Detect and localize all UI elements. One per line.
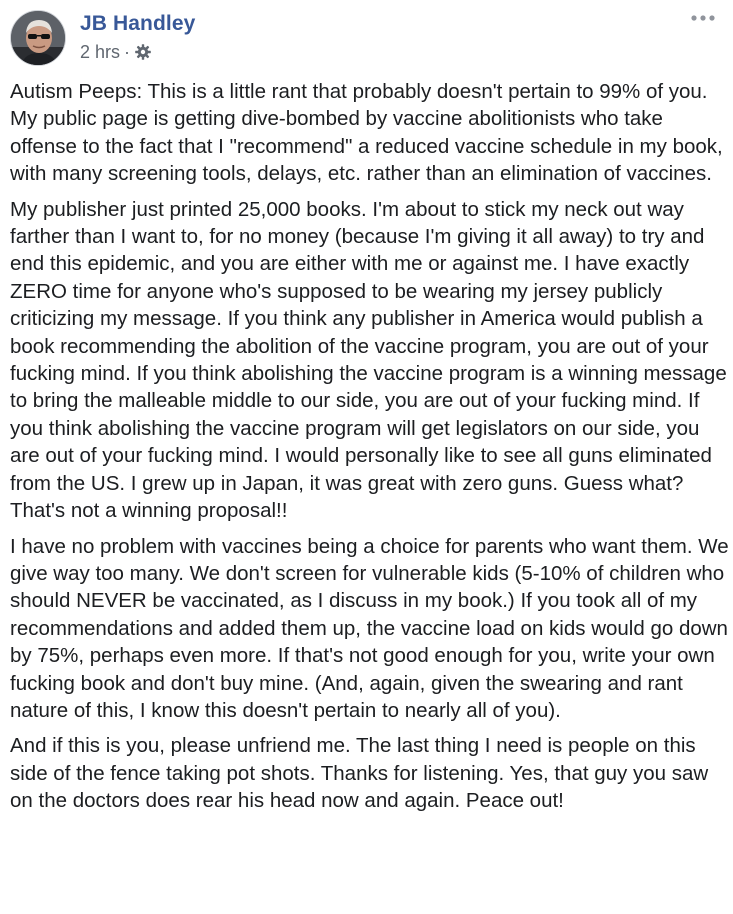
meta-separator: · xyxy=(124,42,131,62)
post-paragraph-2: My publisher just printed 25,000 books. I'm about to stick my neck out way farther than I want to, for no money (because I'm giving it all away) to try and end this epidemic, and you are either with me or against me. I have exactly ZERO time for anyone who's supposed to be wearing my jersey publicly criticizing my message. If you think any publisher in America would publish a book recommending the abolition of the vaccine program, you are out of your fucking mind. If you think abolishing the vaccine program is a winning message to bring the malleable middle to our side, you are out of your fucking mind. If you think abolishing the vaccine program will get legislators on our side, you are out of your fucking mind. I would personally like to see all guns eliminated from the US. I grew up in Japan, it was great with zero guns. Guess what? That's not a winning proposal!! xyxy=(10,197,727,523)
post-timestamp[interactable]: 2 hrs xyxy=(80,42,121,62)
post-paragraph-1: Autism Peeps: This is a little rant that probably doesn't pertain to 99% of you. My public page is getting dive-bombed by vaccine abolitionists who take offense to the fact that I "recommend" a reduced vaccine schedule in my book, with many screening tools, delays, etc. rather than an elimination of vaccines. xyxy=(10,80,723,186)
post-body xyxy=(10,78,732,823)
gear-icon[interactable] xyxy=(134,43,152,61)
post-header xyxy=(10,10,723,68)
author-avatar[interactable] xyxy=(10,10,66,66)
more-options-icon[interactable] xyxy=(689,10,719,30)
post-meta xyxy=(80,40,152,64)
post-paragraph-3: I have no problem with vaccines being a choice for parents who want them. We give way too many. We don't screen for vulnerable kids (5-10% of children who should NEVER be vaccinated, as I discuss in my book.) If you took all of my recommendations and added them up, the vaccine load on kids would go down by 75%, perhaps even more. If that's not good enough for you, write your own fucking book and don't buy mine. (And, again, given the swearing and rant nature of this, I know this doesn't pertain to nearly all of you). xyxy=(10,534,729,722)
author-name-link[interactable]: JB Handley xyxy=(80,12,196,35)
post-paragraph-4: And if this is you, please unfriend me. The last thing I need is people on this side of the fence taking pot shots. Thanks for listening. Yes, that guy you saw on the doctors does rear his head now and again. Peace out! xyxy=(10,734,709,813)
